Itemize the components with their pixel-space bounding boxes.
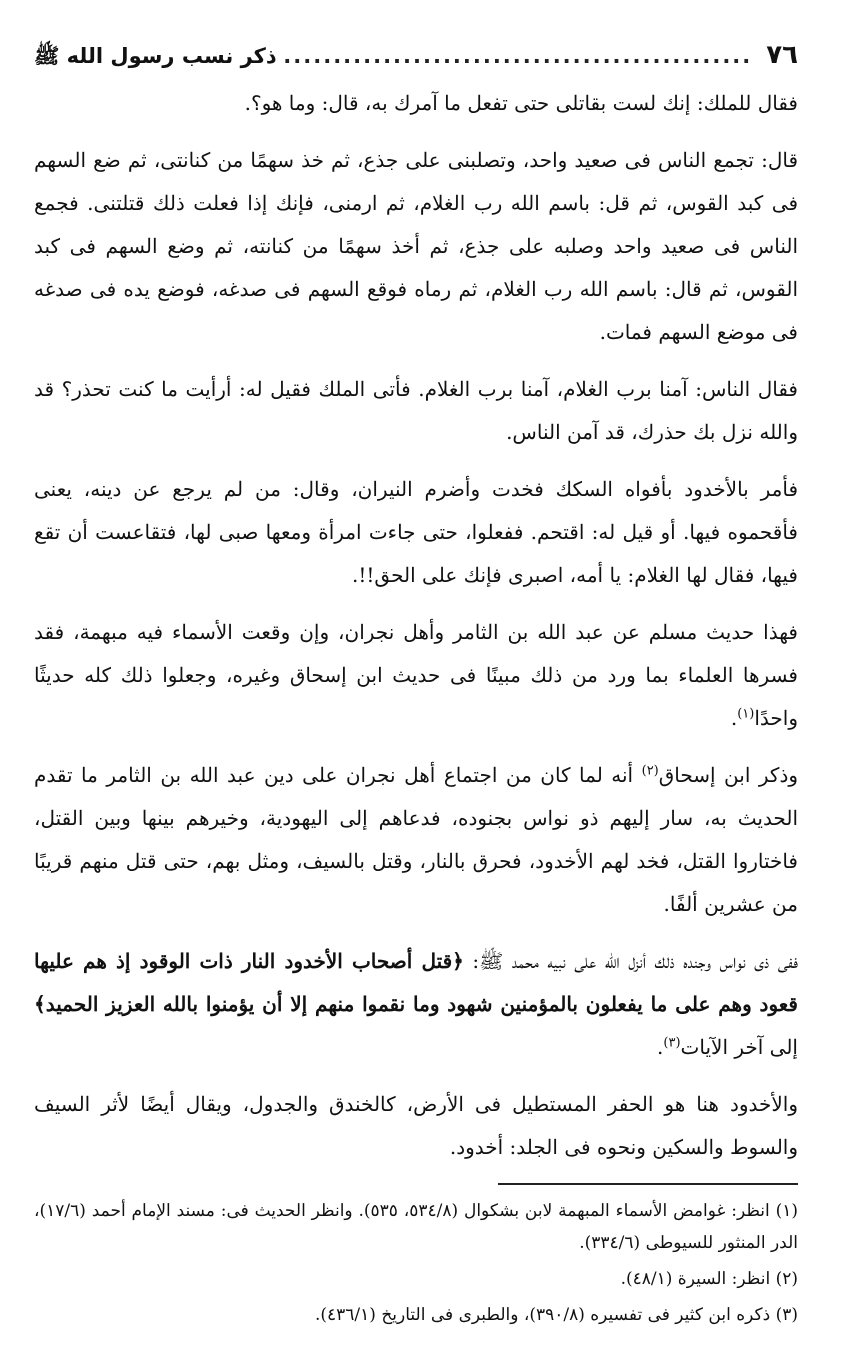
paragraph: فقال الناس: آمنا برب الغلام، آمنا برب الغلام. فأتى الملك فقيل له: أرأيت ما كنت تحذر؟ قد والله نزل بك حذرك، قد آمن الناس.: [34, 377, 798, 444]
paragraph-lead: ففى ذى نواس وجنده ذلك أنزل الله على نبيه محمد ﷺ:: [463, 949, 799, 973]
paragraph: فأمر بالأخدود بأفواه السكك فخدت وأضرم النيران، وقال: من لم يرجع عن دينه، يعنى فأقحموه فيها. أو قيل له: اقتحم. ففعلوا، حتى جاءت امرأة ومعها صبى لها، فتقاعست أن تقع فيها، فقال لها الغلام: يا أمه، اصبرى فإنك على الحق!!.: [34, 477, 798, 587]
running-title: ذكر نسب رسول الله ﷺ: [34, 44, 277, 68]
footnote-divider: [498, 1183, 798, 1185]
quran-quote: ﴿قتل أصحاب الأخدود النار ذات الوقود إذ هم عليها قعود وهم على ما يفعلون بالمؤمنين شهود وما نقموا منهم إلا أن يؤمنوا بالله العزيز الحميد﴾: [34, 949, 798, 1016]
page-number: ٧٦: [766, 40, 798, 70]
paragraph: قال: تجمع الناس فى صعيد واحد، وتصلبنى على جذع، ثم خذ سهمًا من كنانتى، ثم ضع السهم فى كبد القوس، ثم قل: باسم الله رب الغلام، ثم ارمنى، فإنك إذا فعلت ذلك قتلتنى. فجمع الناس فى صعيد واحد وصلبه على جذع، ثم أخذ سهمًا من كنانته، ثم وضع السهم فى كبد القوس، ثم قال: باسم الله رب الغلام، ثم رماه فوقع السهم فى صدغه، فوضع يده فى صدغه فى موضع السهم فمات.: [34, 148, 798, 344]
paragraph-start: وذكر ابن إسحاق: [658, 763, 799, 787]
paragraph: فقال للملك: إنك لست بقاتلى حتى تفعل ما آمرك به، قال: وما هو؟.: [244, 91, 798, 115]
paragraph: [34, 940, 798, 1069]
paragraph: [34, 611, 798, 740]
footnote: (٢) انظر: السيرة (٤٨/١).: [620, 1269, 798, 1289]
header-leader-dots: [283, 44, 753, 68]
paragraph-end: .: [657, 1035, 664, 1059]
footnote-ref[interactable]: (٢): [641, 763, 659, 779]
footnote: (١) انظر: غوامض الأسماء المبهمة لابن بشكوال (٥٣٤/٨، ٥٣٥). وانظر الحديث فى: مسند الإمام أحمد (١٧/٦)، الدر المنثور للسيوطى (٣٣٤/٦).: [34, 1201, 798, 1253]
book-page: [34, 40, 798, 1344]
main-text: [34, 82, 798, 1169]
page-header: [34, 40, 798, 80]
footnote-ref[interactable]: (١): [737, 706, 755, 722]
paragraph-text: فهذا حديث مسلم عن عبد الله بن الثامر وأهل نجران، وإن وقعت الأسماء فيه مبهمة، فقد فسرها العلماء بما ورد من ذلك مبينًا فى حديث ابن إسحاق وغيره، وجعلوا ذلك كله حديثًا واحدًا: [34, 620, 798, 730]
paragraph-end: .: [730, 706, 738, 730]
footnotes: [34, 1195, 798, 1331]
footnote-ref[interactable]: (٣): [663, 1035, 681, 1051]
paragraph-tail: إلى آخر الآيات: [680, 1035, 798, 1059]
paragraph: والأخدود هنا هو الحفر المستطيل فى الأرض، كالخندق والجدول، ويقال أيضًا لأثر السيف والسوط والسكين ونحوه فى الجلد: أخدود.: [34, 1092, 798, 1159]
paragraph-text: أنه لما كان من اجتماع أهل نجران على دين عبد الله بن الثامر ما تقدم الحديث به، سار إليهم ذو نواس بجنوده، فدعاهم إلى اليهودية، وخيرهم بينها وبين القتل، فاختاروا القتل، فخد لهم الأخدود، فحرق بالنار، وقتل بالسيف، ومثل بهم، حتى قتل منهم قريبًا من عشرين ألفًا.: [34, 763, 798, 916]
paragraph: [34, 754, 798, 926]
footnote: (٣) ذكره ابن كثير فى تفسيره (٣٩٠/٨)، والطبرى فى التاريخ (٤٣٦/١).: [314, 1305, 798, 1325]
